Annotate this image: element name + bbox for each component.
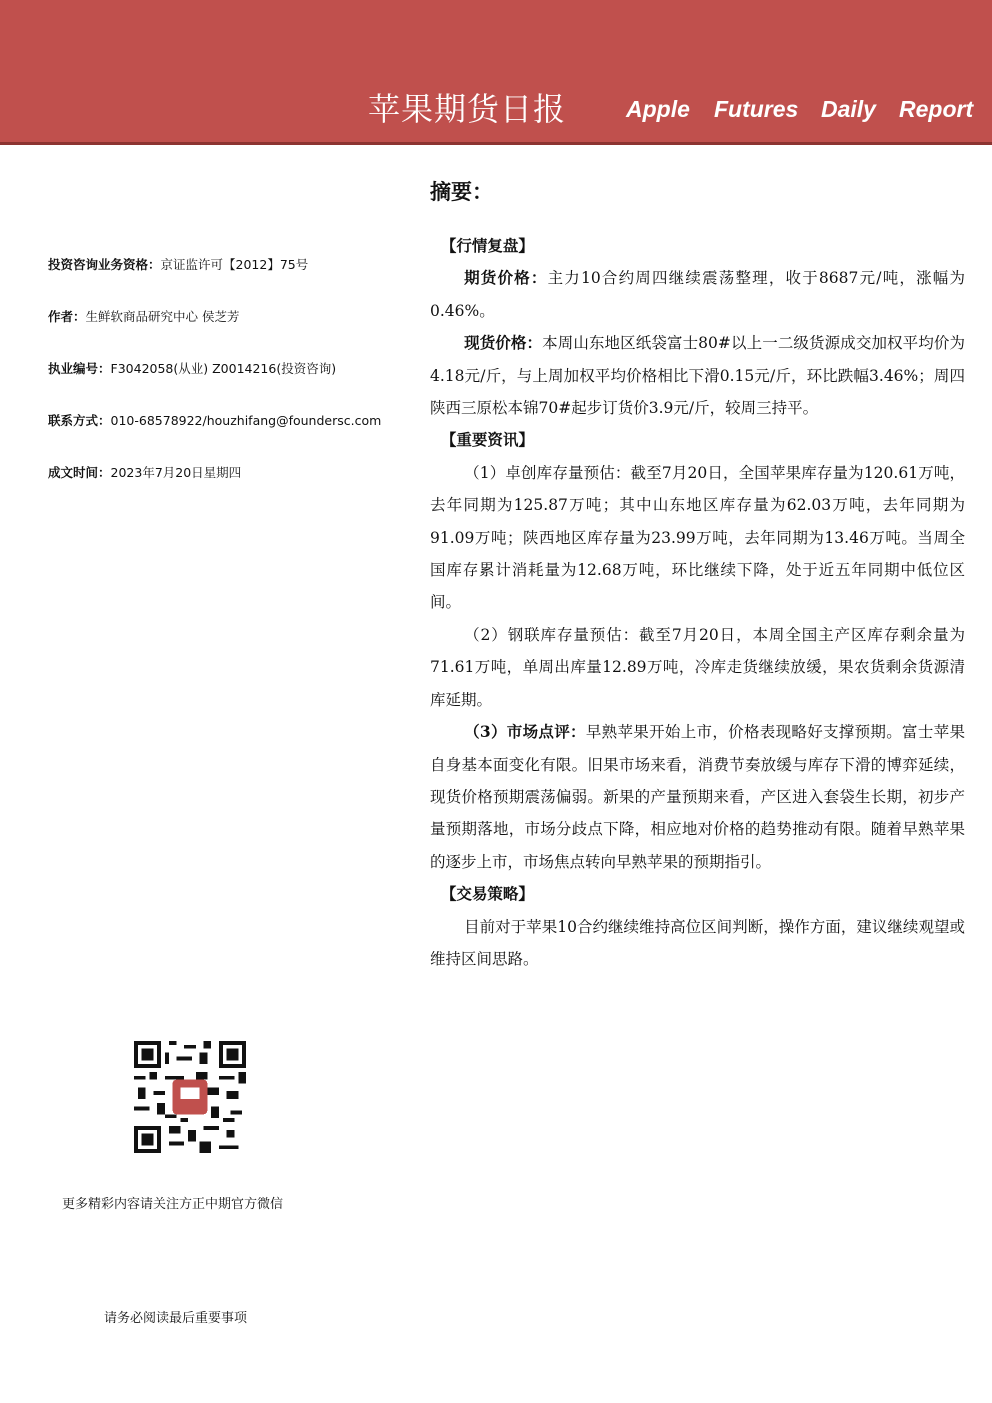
news-item-3: （3）市场点评：早熟苹果开始上市，价格表现略好支撑预期。富士苹果自身基本面变化有限。旧果市场来看，消费节奏放缓与库存下滑的博弈延续，现货价格预期震荡偏弱。新果的产量预期来看，产区进入套袋生长期，初步产量预期落地，市场分歧点下降，相应地对价格的趋势推动有限。随着早熟苹果的逐步上市，市场焦点转向早熟苹果的预期指引。 <box>430 722 965 871</box>
news-item-2: （2）钢联库存量预估：截至7月20日，本周全国主产区库存剩余量为71.61万吨，单周出库量12.89万吨，冷库走货继续放缓，果农货剩余货源清库延期。 <box>430 625 965 709</box>
report-title-en-word: Report <box>899 96 974 122</box>
meta-contact: 联系方式：010-68578922/houzhifang@foundersc.com <box>48 413 382 428</box>
report-title-en-word: Daily <box>821 96 876 122</box>
futures-price-paragraph: 期货价格：主力10合约周四继续震荡整理，收于8687元/吨，涨幅为0.46%。 <box>430 268 965 320</box>
header-divider <box>0 142 992 145</box>
section-trading-strategy: 【交易策略】 <box>440 884 534 904</box>
meta-date: 成文时间：2023年7月20日星期四 <box>48 465 242 480</box>
strategy-paragraph: 目前对于苹果10合约继续维持高位区间判断，操作方面，建议继续观望或维持区间思路。 <box>430 917 965 968</box>
meta-qualification: 投资咨询业务资格：京证监许可【2012】75号 <box>48 257 309 272</box>
report-title-cn: 苹果期货日报 <box>368 90 567 128</box>
news-item-1: （1）卓创库存量预估：截至7月20日，全国苹果库存量为120.61万吨，去年同期为125.87万吨；其中山东地区库存量为62.03万吨，去年同期为91.09万吨；陕西地区库存量为23.99万吨，去年同期为13.46万吨。当周全国库存累计消耗量为12.68万吨，环比继续下降，处于近五年同期中低位区间。 <box>430 463 965 612</box>
footer-disclaimer-note: 请务必阅读最后重要事项 <box>104 1311 248 1326</box>
report-title-en-word: Apple <box>626 96 690 122</box>
qr-caption: 更多精彩内容请关注方正中期官方微信 <box>62 1197 284 1212</box>
section-market-review: 【行情复盘】 <box>440 236 534 255</box>
spot-price-paragraph: 现货价格：本周山东地区纸袋富士80#以上一二级货源成交加权平均价为4.18元/斤，与上周加权平均价格相比下滑0.15元/斤，环比跌幅3.46%；周四陕西三原松本锦70#起步订货价3.9元/斤，较周三持平。 <box>430 333 965 418</box>
section-important-news: 【重要资讯】 <box>440 430 534 450</box>
meta-license-number: 执业编号：F3042058(从业) Z0014216(投资咨询) <box>48 361 337 376</box>
qr-code-icon[interactable] <box>134 1041 246 1153</box>
report-body <box>430 230 965 975</box>
summary-heading: 摘要： <box>430 180 493 204</box>
author-info <box>48 256 418 516</box>
meta-author: 作者：生鲜软商品研究中心 侯芝芳 <box>48 309 240 324</box>
report-title-en-word: Futures <box>714 96 799 122</box>
